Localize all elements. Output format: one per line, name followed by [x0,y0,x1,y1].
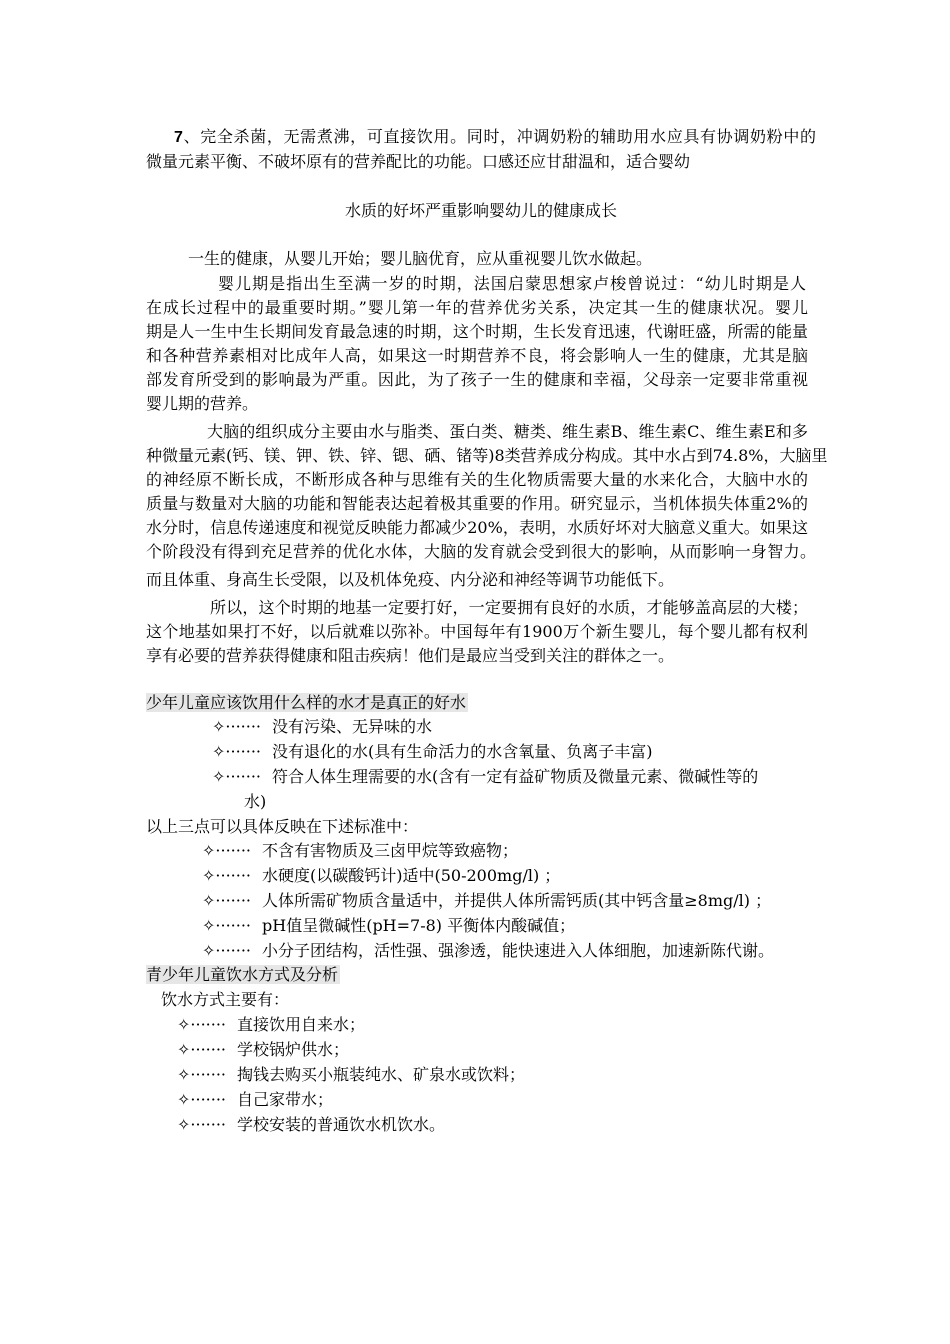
para2-line: 质量与数量对大脑的功能和智能表达起着极其重要的作用。研究显示，当机体损失体重2%的 [146,494,808,513]
standard-item-text: 不含有害物质及三卤甲烷等致癌物； [262,841,519,860]
standard-item [202,864,560,888]
slogan: 一生的健康，从婴儿开始；婴儿脑优育，应从重视婴儿饮水做起。 [188,249,653,268]
para2-line: 大脑的组织成分主要由水与脂类、蛋白类、糖类、维生素B、维生素C、维生素E和多 [207,422,808,441]
standards-intro: 以上三点可以具体反映在下述标准中： [146,817,419,836]
list-item-text: 没有退化的水(具有生命活力的水含氧量、负离子丰富) [272,742,653,761]
method-item [177,1013,365,1037]
method-item-text: 学校安装的普通饮水机饮水。 [237,1115,446,1134]
diamond-bullet-icon: ✧······· [177,1015,227,1034]
diamond-bullet-icon: ✧······· [202,891,252,910]
diamond-bullet-icon: ✧······· [177,1065,227,1084]
section1-heading [146,691,816,715]
section2-intro: 饮水方式主要有： [161,990,290,1009]
standard-item-text: 小分子团结构，活性强、强渗透，能快速进入人体细胞，加速新陈代谢。 [262,941,775,960]
section1-heading-text: 少年儿童应该饮用什么样的水才是真正的好水 [146,693,467,712]
diamond-bullet-icon: ✧······· [212,742,262,761]
diamond-bullet-icon: ✧······· [177,1090,227,1109]
list-item-text: 符合人体生理需要的水(含有一定有益矿物质及微量元素、微碱性等的 [272,767,759,786]
intro-line-1 [174,125,816,149]
list-item [212,740,653,764]
list-item [212,715,432,739]
para3-line: 所以，这个时期的地基一定要打好，一定要拥有良好的水质，才能够盖高层的大楼； [210,598,808,617]
standard-item [202,839,518,863]
para2-line: 而且体重、身高生长受限，以及机体免疫、内分泌和神经等调节功能低下。 [146,570,675,589]
para1-line: 部发育所受到的影响最为严重。因此，为了孩子一生的健康和幸福，父母亲一定要非常重视 [146,370,808,389]
para1-line: 和各种营养素相对比成年人高，如果这一时期营养不良，将会影响人一生的健康，尤其是脑 [146,346,808,365]
diamond-bullet-icon: ✧······· [177,1115,227,1134]
intro-line-2: 微量元素平衡、不破坏原有的营养配比的功能。口感还应甘甜温和，适合婴幼 [146,152,691,171]
para2-line: 水分时，信息传递速度和视觉反映能力都减少20%，表明，水质好坏对大脑意义重大。如果这 [146,518,808,537]
method-item-text: 自己家带水； [237,1090,334,1109]
list-item-text: 没有污染、无异味的水 [272,717,433,736]
standard-item-text: 人体所需矿物质含量适中，并提供人体所需钙质(其中钙含量≥8mg/l) ； [262,891,772,910]
para1-line: 婴儿期的营养。 [146,394,259,413]
section-title: 水质的好坏严重影响婴幼儿的健康成长 [344,201,617,220]
list-item [212,765,758,789]
item-number: 7 [174,129,183,146]
method-item-text: 学校锅炉供水； [237,1040,350,1059]
diamond-bullet-icon: ✧······· [212,717,262,736]
method-item-text: 直接饮用自来水； [237,1015,366,1034]
standard-item [202,889,771,913]
para2-line: 的神经原不断长成，不断形成各种与思维有关的生化物质需要大量的水来化合，大脑中水的 [146,470,808,489]
section2-heading-text: 青少年儿童饮水方式及分析 [146,965,339,984]
para1-line: 婴儿期是指出生至满一岁的时期，法国启蒙思想家卢梭曾说过：“幼儿时期是人 [218,274,806,293]
list-item-continuation: 水) [244,792,267,811]
diamond-bullet-icon: ✧······· [212,767,262,786]
method-item [177,1038,349,1062]
method-item [177,1088,333,1112]
diamond-bullet-icon: ✧······· [202,866,252,885]
para2-line: 种微量元素(钙、镁、钾、铁、锌、锶、硒、锗等)8类营养成分构成。其中水占到74.8%，大脑里 [146,446,828,465]
standard-item [202,939,774,963]
standard-item-text: pH值呈微碱性(pH=7-8) 平衡体内酸碱值； [262,916,576,935]
method-item-text: 掏钱去购买小瓶装纯水、矿泉水或饮料； [237,1065,526,1084]
para1-line: 期是人一生中生长期间发育最急速的时期，这个时期，生长发育迅速，代谢旺盛，所需的能量 [146,322,808,341]
para1-line: 在成长过程中的最重要时期。”婴儿第一年的营养优劣关系，决定其一生的健康状况。婴儿 [146,298,808,317]
diamond-bullet-icon: ✧······· [177,1040,227,1059]
standard-item-text: 水硬度(以碳酸钙计)适中(50-200mg/l) ； [262,866,561,885]
diamond-bullet-icon: ✧······· [202,841,252,860]
section2-heading [146,963,816,987]
para3-line: 这个地基如果打不好，以后就难以弥补。中国每年有1900万个新生婴儿，每个婴儿都有权利 [146,622,808,641]
para3-line: 享有必要的营养获得健康和阻击疾病！他们是最应当受到关注的群体之一。 [146,646,675,665]
method-item [177,1113,445,1137]
para2-line: 个阶段没有得到充足营养的优化水体，大脑的发育就会受到很大的影响，从而影响一身智力。 [146,542,816,561]
diamond-bullet-icon: ✧······· [202,941,252,960]
method-item [177,1063,525,1087]
standard-item [202,914,575,938]
intro-text-1: 、完全杀菌，无需煮沸，可直接饮用。同时，冲调奶粉的辅助用水应具有协调奶粉中的 [182,127,816,146]
diamond-bullet-icon: ✧······· [202,916,252,935]
